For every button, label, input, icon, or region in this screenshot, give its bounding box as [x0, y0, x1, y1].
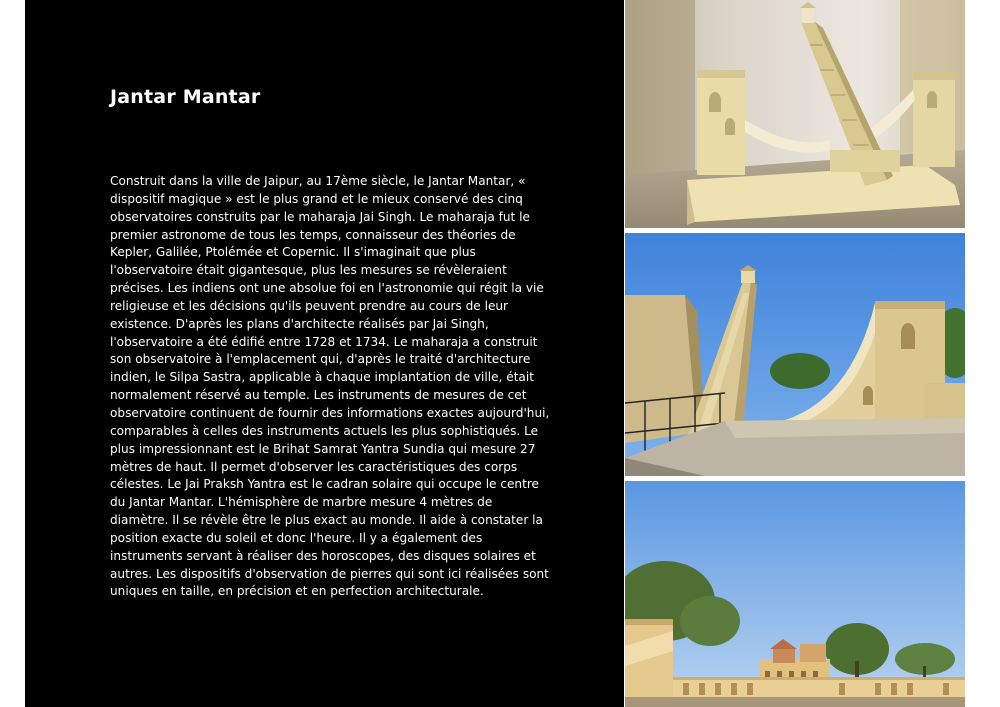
text-panel — [25, 0, 624, 707]
page-title: Jantar Mantar — [110, 86, 261, 108]
body-paragraph: Construit dans la ville de Jaipur, au 17ème siècle, le Jantar Mantar, « dispositif magique » est le plus grand et le mieux conservé des cinq observatoires construits par le maharaja Jai Singh. Le maharaja fut le premier astronome de tous les temps, connaisseur des théories de Kepler, Galilée, Ptolémée et Copernic. Il s'imaginait que plus l'observatoire était gigantesque, plus les mesures se révèleraient précises. Les indiens ont une absolue foi en l'astronomie qui régit la vie religieuse et les décisions qu'ils peuvent prendre au cours de leur existence. D'après les plans d'architecte réalisés par Jai Singh, l'observatoire a été édifié entre 1728 et 1734. Le maharaja a construit son observatoire à l'emplacement qui, d'après le traité d'architecture indien, le Silpa Sastra, applicable à chaque implantation de ville, était normalement réservé au temple. Les instruments de mesures de cet observatoire continuent de fournir des informations exactes aujourd'hui, comparables à celles des instruments actuels les plus sophistiqués. Le plus impressionnant est le Brihat Samrat Yantra Sundia qui mesure 27 mètres de haut. Il permet d'observer les caractéristiques des corps célestes. Le Jai Praksh Yantra est le cadran solaire qui occupe le centre du Jantar Mantar. L'hémisphère de marbre mesure 4 mètres de diamètre. Il se révèle être le plus exact au monde. Il aide à constater la position exacte du soleil et donc l'heure. Il y a également des instruments servant à réaliser des horoscopes, des disques solaires et autres. Les dispositifs d'observation de pierres qui sont ici réalisées sont uniques en taille, en précision et en perfection architecturale. — [110, 174, 550, 599]
photo-observatory-palace — [625, 481, 965, 707]
photo-model-samrat-yantra — [625, 0, 965, 228]
photo-samrat-yantra-sky — [625, 233, 965, 476]
